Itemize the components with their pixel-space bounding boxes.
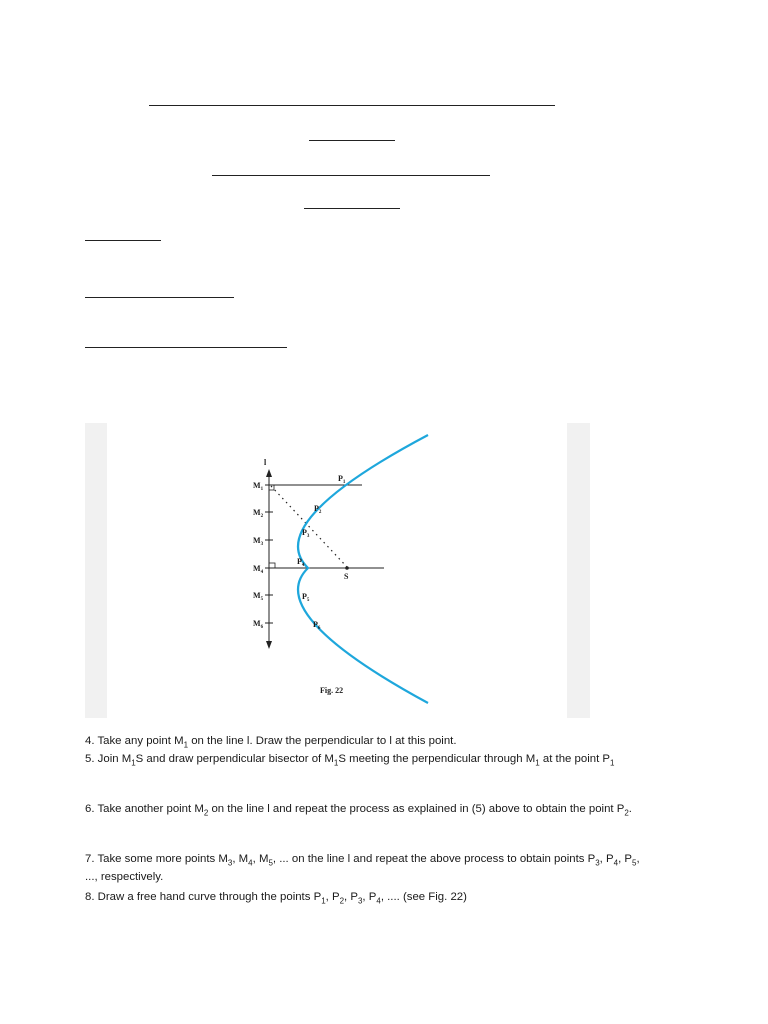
dotted-m1-s xyxy=(271,486,347,567)
step-7: 7. Take some more points $M_3$, $M_4$, $M_5$, ... on the line l and repeat the above process to obtain points $P_3$, $P_4$, $P_5$, ..., respectively. xyxy=(85,853,640,883)
parabola-figure xyxy=(107,423,567,718)
heading-rule-5 xyxy=(85,240,161,241)
label-p5: $P_5$ xyxy=(302,592,310,603)
label-p1: $P_1$ xyxy=(338,474,346,485)
figure-caption: Fig. 22 xyxy=(320,686,344,695)
step-5: 5. Join $M_1S$ and draw perpendicular bisector of $M_1S$ meeting the perpendicular through $M_1$ at the point $P_1$ xyxy=(85,753,615,768)
label-p6: $P_6$ xyxy=(313,620,321,631)
directrix-arrow-bottom xyxy=(266,641,272,649)
label-p4: $P_4$ xyxy=(297,557,305,568)
label-p3: $P_3$ xyxy=(302,528,310,539)
label-m3: $M_3$ xyxy=(253,536,264,547)
heading-rule-3 xyxy=(212,175,490,176)
step-4: 4. Take any point $M_1$ on the line l. Draw the perpendicular to l at this point. xyxy=(85,735,457,750)
step-6: 6. Take another point $M_2$ on the line l and repeat the process as explained in (5) above to obtain the point $P_2$. xyxy=(85,803,632,818)
focus-label: S xyxy=(344,572,349,581)
heading-rule-1 xyxy=(149,105,555,106)
heading-rule-6 xyxy=(85,297,234,298)
heading-rule-4 xyxy=(304,208,400,209)
focus-point xyxy=(345,566,349,570)
step-8: 8. Draw a free hand curve through the points $P_1$, $P_2$, $P_3$, $P_4$, .... (see Fig. 22) xyxy=(85,891,467,906)
label-p2: $P_2$ xyxy=(314,504,322,515)
label-m2: $M_2$ xyxy=(253,508,264,519)
heading-rule-2 xyxy=(309,140,395,141)
right-angle-m4 xyxy=(269,563,275,568)
directrix-arrow-top xyxy=(266,469,272,477)
heading-rule-7 xyxy=(85,347,287,348)
label-m1: $M_1$ xyxy=(253,481,264,492)
label-m5: $M_5$ xyxy=(253,591,264,602)
label-m4: $M_4$ xyxy=(253,564,264,575)
line-label: l xyxy=(264,458,267,467)
parabola-curve xyxy=(298,435,428,703)
label-m6: $M_6$ xyxy=(253,619,264,630)
